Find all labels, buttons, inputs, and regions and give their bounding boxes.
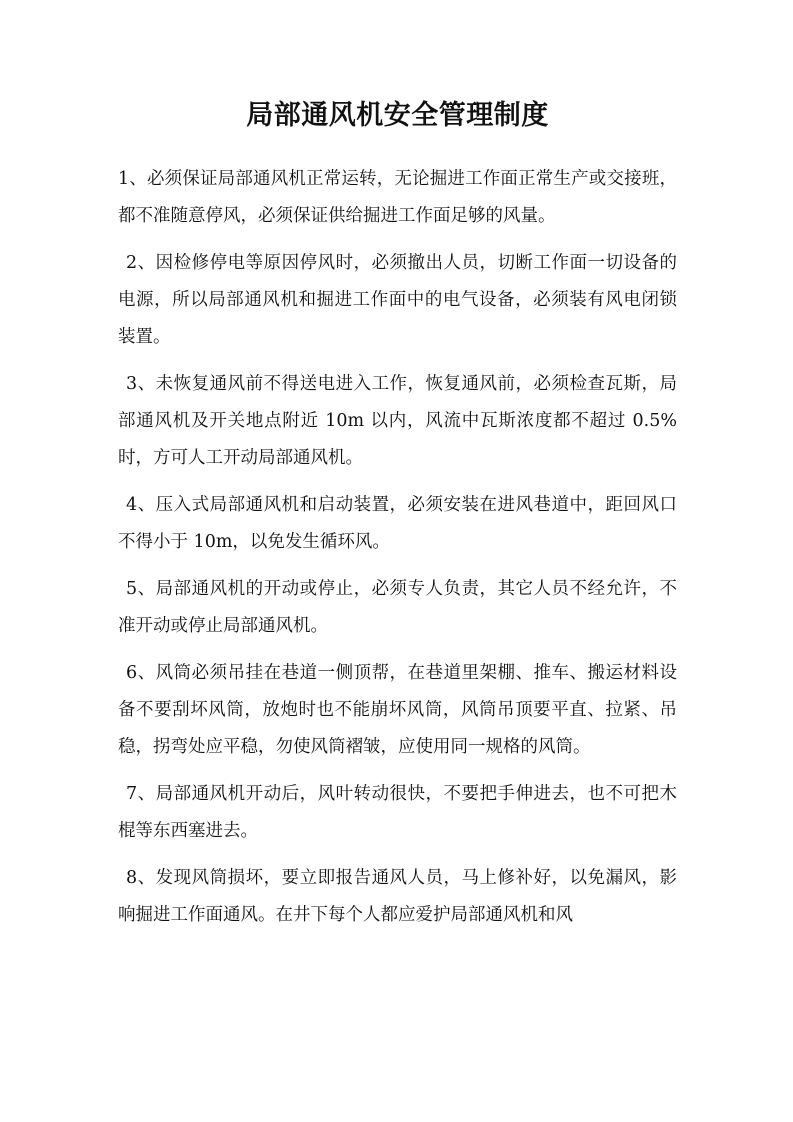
paragraph-2: 2、因检修停电等原因停风时，必须撤出人员，切断工作面一切设备的电源，所以局部通风机和掘进工作面中的电气设备，必须装有风电闭锁装置。	[118, 253, 677, 347]
paragraph-6: 6、风筒必须吊挂在巷道一侧顶帮，在巷道里架棚、推车、搬运材料设备不要刮坏风筒，放炮时也不能崩坏风筒，风筒吊顶要平直、拉紧、吊稳，拐弯处应平稳，勿使风筒褶皱，应使用同一规格的风筒。	[118, 663, 677, 757]
paragraph-1: 1、必须保证局部通风机正常运转，无论掘进工作面正常生产或交接班，都不准随意停风，必须保证供给掘进工作面足够的风量。	[118, 169, 677, 226]
paragraph-4: 4、压入式局部通风机和启动装置，必须安装在进风巷道中，距回风口不得小于 10m，以免发生循环风。	[118, 495, 677, 552]
document-body	[118, 161, 677, 934]
paragraph-8: 8、发现风筒损坏，要立即报告通风人员，马上修补好，以免漏风，影响掘进工作面通风。在井下每个人都应爱护局部通风机和风	[118, 868, 677, 925]
document-title: 局部通风机安全管理制度	[246, 100, 549, 131]
paragraph-5: 5、局部通风机的开动或停止，必须专人负责，其它人员不经允许，不准开动或停止局部通风机。	[118, 579, 677, 636]
paragraph-7: 7、局部通风机开动后，风叶转动很快，不要把手伸进去，也不可把木棍等东西塞进去。	[118, 784, 677, 841]
paragraph-3: 3、未恢复通风前不得送电进入工作，恢复通风前，必须检查瓦斯，局部通风机及开关地点附近 10m 以内，风流中瓦斯浓度都不超过 0.5%时，方可人工开动局部通风机。	[118, 374, 677, 468]
